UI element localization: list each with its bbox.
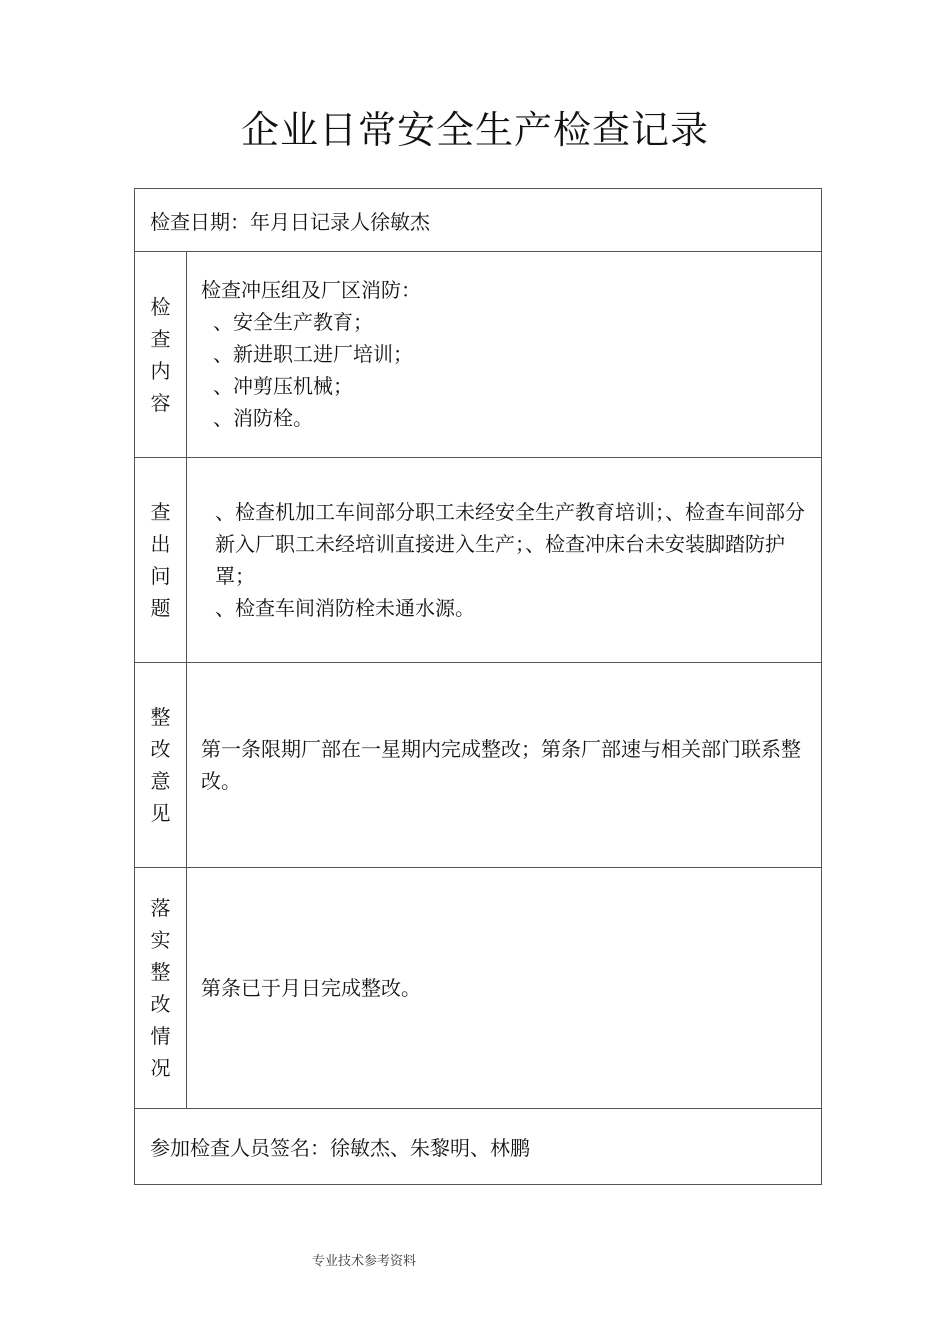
footer-note: 专业技术参考资料	[312, 1254, 417, 1269]
rectification-status-label-cell	[135, 868, 187, 1108]
inspection-content-label-cell	[135, 252, 187, 457]
signature-row	[135, 1109, 821, 1184]
problems-found-label: 查出问题	[150, 500, 171, 620]
inspection-content-row	[135, 252, 821, 458]
rectification-opinion-label-cell	[135, 663, 187, 867]
problems-found-text: 、检查机加工车间部分职工未经安全生产教育培训；、检查车间部分新入厂职工未经培训直接进入生产；、检查冲床台未安装脚踏防护罩；	[215, 500, 805, 588]
inspection-content-intro: 检查冲压组及厂区消防：	[201, 278, 421, 302]
rectification-status-row	[135, 868, 821, 1109]
problems-found-label-cell	[135, 458, 187, 662]
inspection-item: 、消防栓。	[213, 406, 313, 430]
inspection-record-table	[134, 188, 822, 1185]
date-recorder-row	[135, 189, 821, 252]
signature-text: 参加检查人员签名：徐敏杰、朱黎明、林鹏	[150, 1136, 530, 1160]
date-recorder-text: 检查日期：年月日记录人徐敏杰	[150, 209, 430, 234]
rectification-opinion-label: 整改意见	[150, 705, 171, 825]
rectification-status-label: 落实整改情况	[150, 896, 171, 1080]
rectification-status-text: 第条已于月日完成整改。	[201, 976, 421, 1000]
inspection-item: 、冲剪压机械；	[213, 374, 353, 398]
problems-found-row	[135, 458, 821, 663]
inspection-item: 、安全生产教育；	[213, 310, 373, 334]
problems-found-last-line: 、检查车间消防栓未通水源。	[215, 596, 475, 620]
inspection-item: 、新进职工进厂培训；	[213, 342, 413, 366]
rectification-opinion-cell	[187, 663, 821, 867]
page-title: 企业日常安全生产检查记录	[240, 108, 709, 152]
rectification-opinion-text: 第一条限期厂部在一星期内完成整改；第条厂部速与相关部门联系整改。	[201, 737, 801, 793]
rectification-opinion-row	[135, 663, 821, 868]
inspection-content-label: 检查内容	[150, 294, 171, 415]
inspection-content-cell	[187, 252, 821, 457]
problems-found-cell	[187, 458, 821, 662]
rectification-status-cell	[187, 868, 821, 1108]
